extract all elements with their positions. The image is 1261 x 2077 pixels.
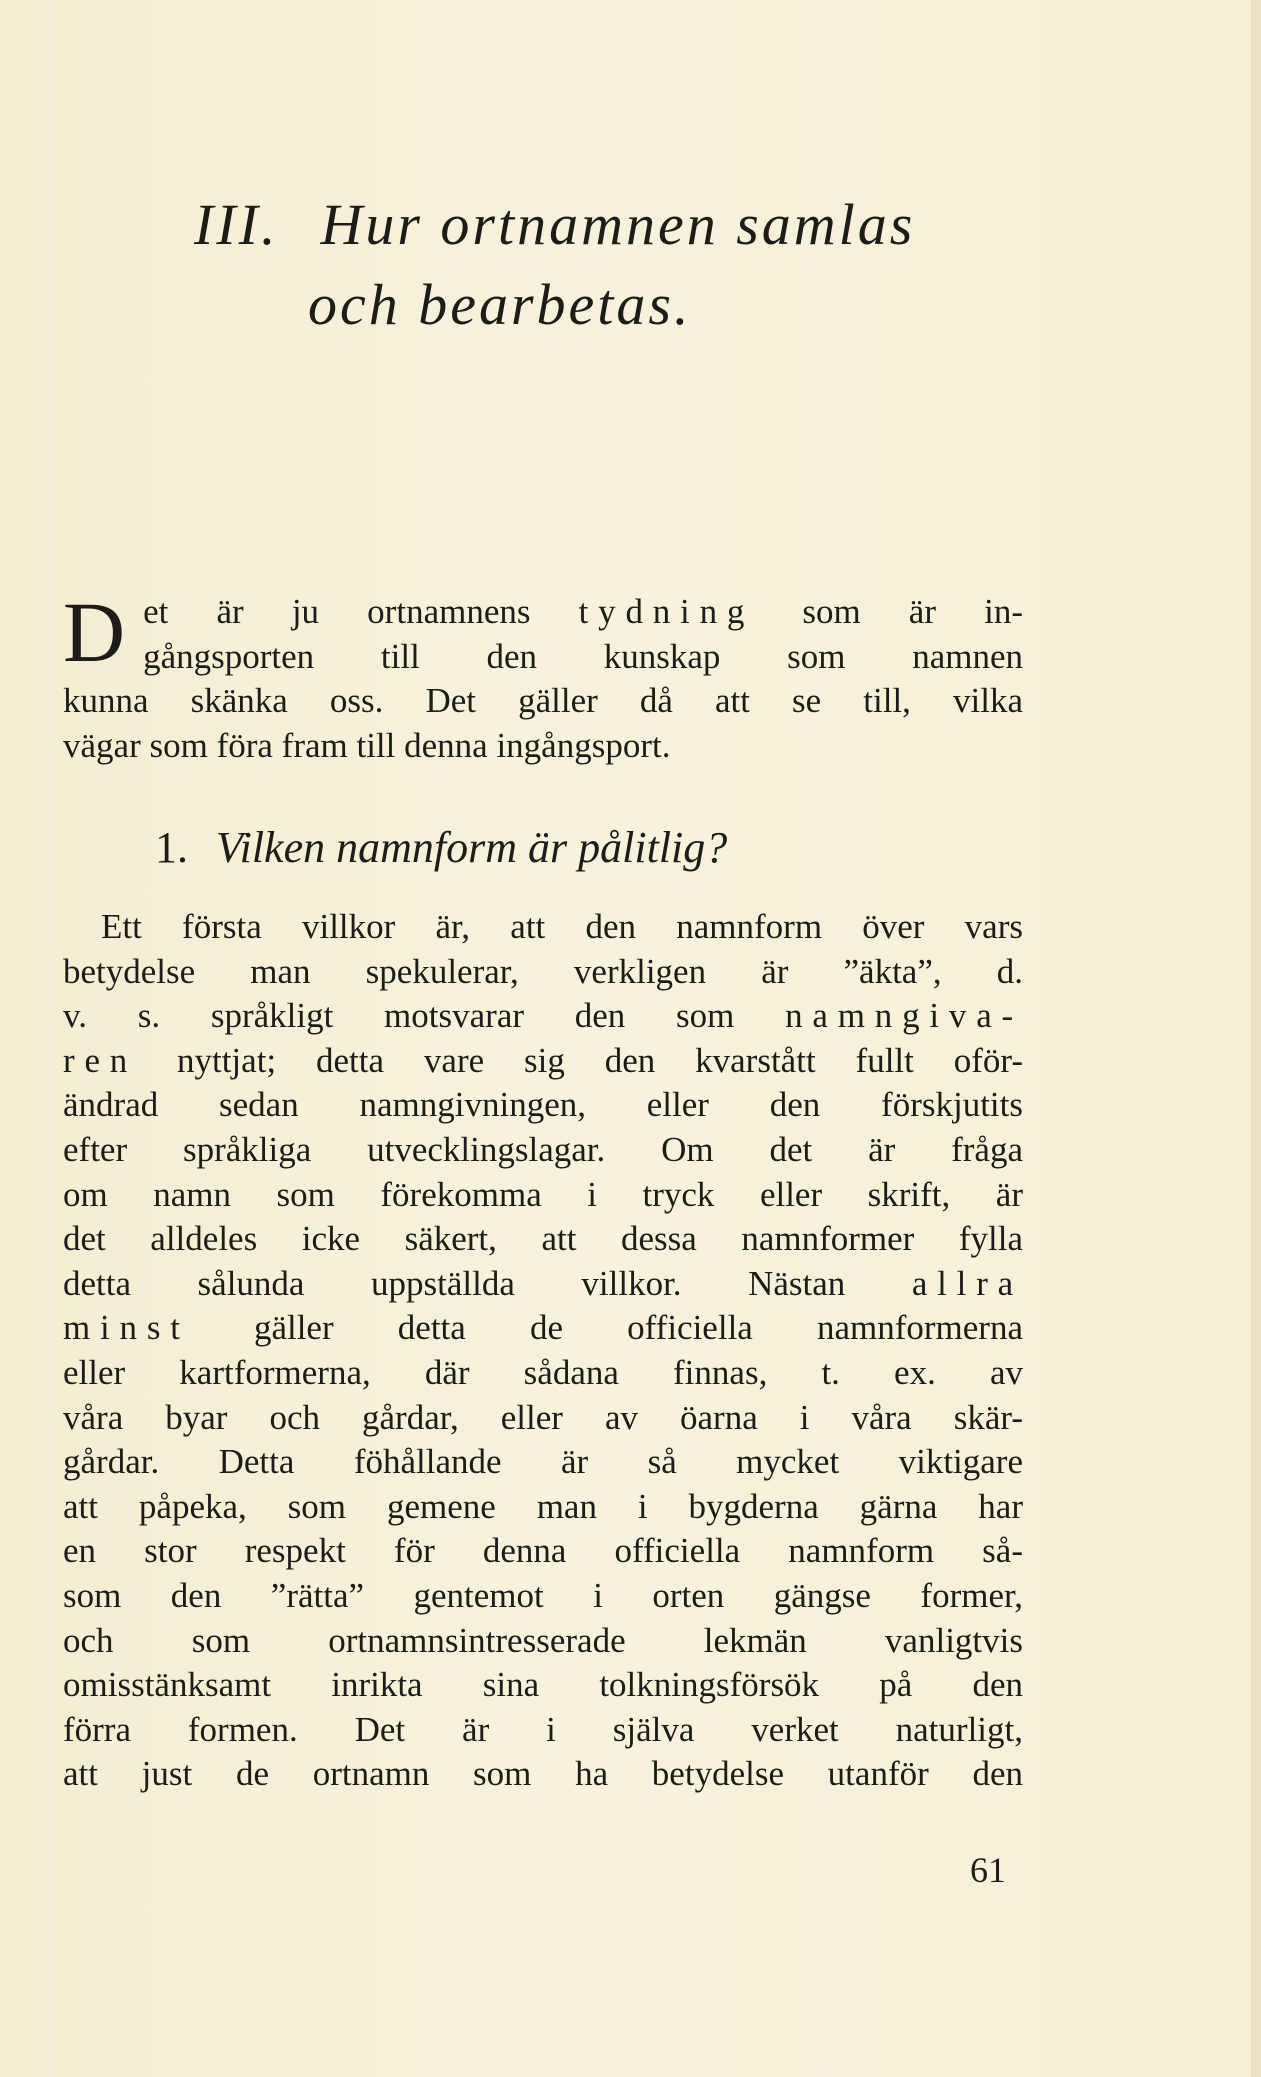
- text-line: om namn som förekomma i tryck eller skrift, är: [63, 1174, 1023, 1214]
- text-line: v. s. språkligt motsvarar den som namngiva-: [63, 996, 1023, 1036]
- text-line: Ett första villkor är, att den namnform över vars: [101, 907, 1023, 946]
- text-line: efter språkliga utvecklingslagar. Om det är fråga: [63, 1129, 1023, 1169]
- text-line: betydelse man spekulerar, verkligen är ”äkta”, d.: [63, 951, 1023, 991]
- section-heading: [155, 818, 727, 878]
- chapter-title-line-2: och bearbetas.: [308, 272, 692, 337]
- chapter-title-line-1: Hur ortnamnen samlas: [320, 192, 916, 257]
- text-line: detta sålunda uppställda villkor. Nästan allra: [63, 1263, 1024, 1303]
- section-title: Vilken namnform är pålitlig?: [216, 823, 728, 872]
- text-line: att påpeka, som gemene man i bygderna gärna har: [63, 1486, 1023, 1526]
- text-line: ren nyttjat; detta vare sig den kvarstått fullt oför-: [63, 1040, 1024, 1080]
- chapter-title: [194, 185, 1074, 345]
- text-line: ändrad sedan namngivningen, eller den förskjutits: [63, 1085, 1023, 1125]
- intro-paragraph: [63, 584, 1024, 768]
- chapter-number: III.: [194, 192, 279, 257]
- page-number: 61: [970, 1850, 1006, 1890]
- text-line: att just de ortnamn som ha betydelse utanför den: [63, 1754, 1023, 1794]
- spaced-emphasis: allra: [911, 1263, 1024, 1303]
- spaced-emphasis: minst: [63, 1308, 190, 1348]
- spaced-emphasis: tydning: [578, 592, 755, 631]
- text-line: en stor respekt för denna officiella namnform så-: [63, 1531, 1023, 1571]
- text-line: och som ortnamnsintresserade lekmän vanligtvis: [63, 1620, 1023, 1660]
- spaced-emphasis: ren: [63, 1040, 138, 1080]
- text-line: gångsporten till den kunskap som namnen: [143, 636, 1023, 676]
- text-line: vägar som föra fram till denna ingångsport.: [63, 725, 671, 765]
- text-line: som den ”rätta” gentemot i orten gängse former,: [63, 1575, 1023, 1615]
- text-line: et är ju ortnamnens tydning som är in-: [143, 592, 1024, 631]
- text-line: våra byar och gårdar, eller av öarna i våra skär-: [63, 1397, 1023, 1437]
- spaced-emphasis: namngiva-: [785, 996, 1023, 1036]
- text-line: gårdar. Detta föhållande är så mycket viktigare: [63, 1442, 1023, 1482]
- text-line: eller kartformerna, där sådana finnas, t. ex. av: [63, 1352, 1023, 1392]
- text-line: minst gäller detta de officiella namnformerna: [63, 1308, 1023, 1348]
- body-paragraph: [63, 905, 1023, 1797]
- text-line: omisstänksamt inrikta sina tolkningsförsök på den: [63, 1665, 1023, 1705]
- text-line: förra formen. Det är i själva verket naturligt,: [63, 1709, 1023, 1749]
- text-line: kunna skänka oss. Det gäller då att se till, vilka: [63, 681, 1023, 721]
- text-line: det alldeles icke säkert, att dessa namnformer fylla: [63, 1219, 1023, 1259]
- drop-cap: D: [63, 584, 126, 680]
- section-number: 1.: [155, 823, 188, 872]
